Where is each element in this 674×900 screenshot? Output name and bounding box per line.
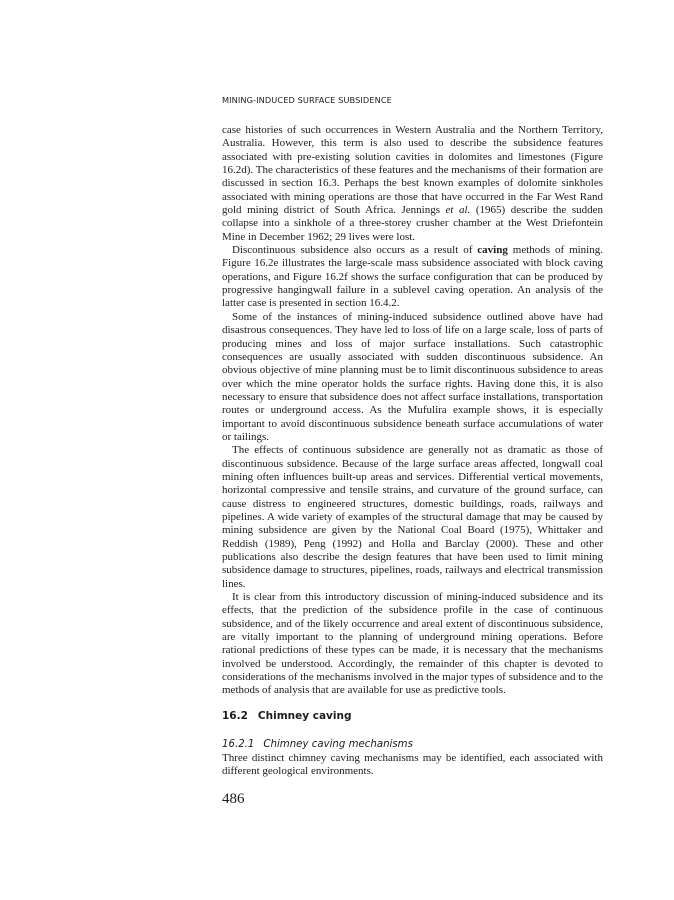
running-head: MINING-INDUCED SURFACE SUBSIDENCE [222,95,392,105]
text-span: (1965) describe the sudden collapse into a sinkhole of a three-storey crusher chamber at the West Driefontein Mine in December 1962; 29 lives were lost. [222,204,603,243]
page-number: 486 [222,791,245,807]
text-span: Discontinuous subsidence also occurs as a result of [232,244,478,257]
paragraph-3 [222,311,603,444]
paragraph-5 [222,591,603,698]
section-number: 16.2 [222,710,248,722]
subsection-heading [222,739,413,750]
section-heading [222,710,351,722]
text-span: It is clear from this introductory discussion of mining-induced subsidence and its effects, that the prediction of the subsidence profile in the case of continuous subsidence, and of the likely occurrence and areal extent of discontinuous subsidence, are vitally important to the planning of underground mining operations. Before rational predictions of these types can be made, it is necessary that the mechanisms involved be understood. Accordingly, the remainder of this chapter is devoted to considerations of the mechanisms involved in the major types of subsidence and to the methods of analysis that are available for use as predictive tools. [222,591,603,697]
text-span: Some of the instances of mining-induced subsidence outlined above have had disastrous consequences. They have led to loss of life on a large scale, loss of parts of producing mines and loss of major surface installations. Such catastrophic consequences are usually associated with sudden discontinuous subsidence. An obvious objective of mine planning must be to limit discontinuous subsidence to areas over which the mine operator holds the surface rights. Having done this, it is also necessary to ensure that subsidence does not affect surface installations, transportation routes or underground access. As the Mufulira example shows, it is especially important to avoid discontinuous subsidence beneath surface accumulations of water or tailings. [222,310,603,443]
subsection-text: Three distinct chimney caving mechanisms may be identified, each associated with different geological environments. [222,752,603,778]
section-title: Chimney caving [257,710,352,722]
body-text [222,124,603,698]
subsection-title: Chimney caving mechanisms [263,739,413,750]
subsection-number: 16.2.1 [222,739,255,750]
paragraph-2 [222,244,603,311]
bold-term: caving [477,244,508,257]
paragraph-1 [222,124,603,244]
text-span: The effects of continuous subsidence are generally not as dramatic as those of discontinuous subsidence. Because of the large surface areas affected, longwall coal mining often influences built-up areas and services. Differential vertical movements, horizontal compressive and tensile strains, and curvature of the ground surface, can cause distress to engineered structures, domestic buildings, roads, railways and pipelines. A wide variety of examples of the structural damage that may be caused by mining subsidence are given by the National Coal Board (1975), Whittaker and Reddish (1989), Peng (1992) and Holla and Barclay (2000). These and other publications also describe the design features that have been used to limit mining subsidence damage to structures, pipelines, roads, railways and electrical transmission lines. [222,444,603,590]
text-span: case histories of such occurrences in Western Australia and the Northern Territory, Australia. However, this term is also used to describe the subsidence features associated with pre-existing solution cavities in dolomites and limestones (Figure 16.2d). The characteristics of these features and the mechanisms of their formation are discussed in section 16.3. Perhaps the best known examples of dolomite sinkholes associated with mining operations are those that have occurred in the Far West Rand gold mining district of South Africa. Jennings [222,124,603,217]
text-span: methods of mining. Figure 16.2e illustrates the large-scale mass subsidence associated with block caving operations, and Figure 16.2f shows the surface configuration that can be produced by progressive hangingwall failure in a sublevel caving operation. An analysis of the latter case is presented in section 16.4.2. [222,244,603,310]
paragraph-4 [222,444,603,591]
italic-citation: et al. [445,204,471,217]
